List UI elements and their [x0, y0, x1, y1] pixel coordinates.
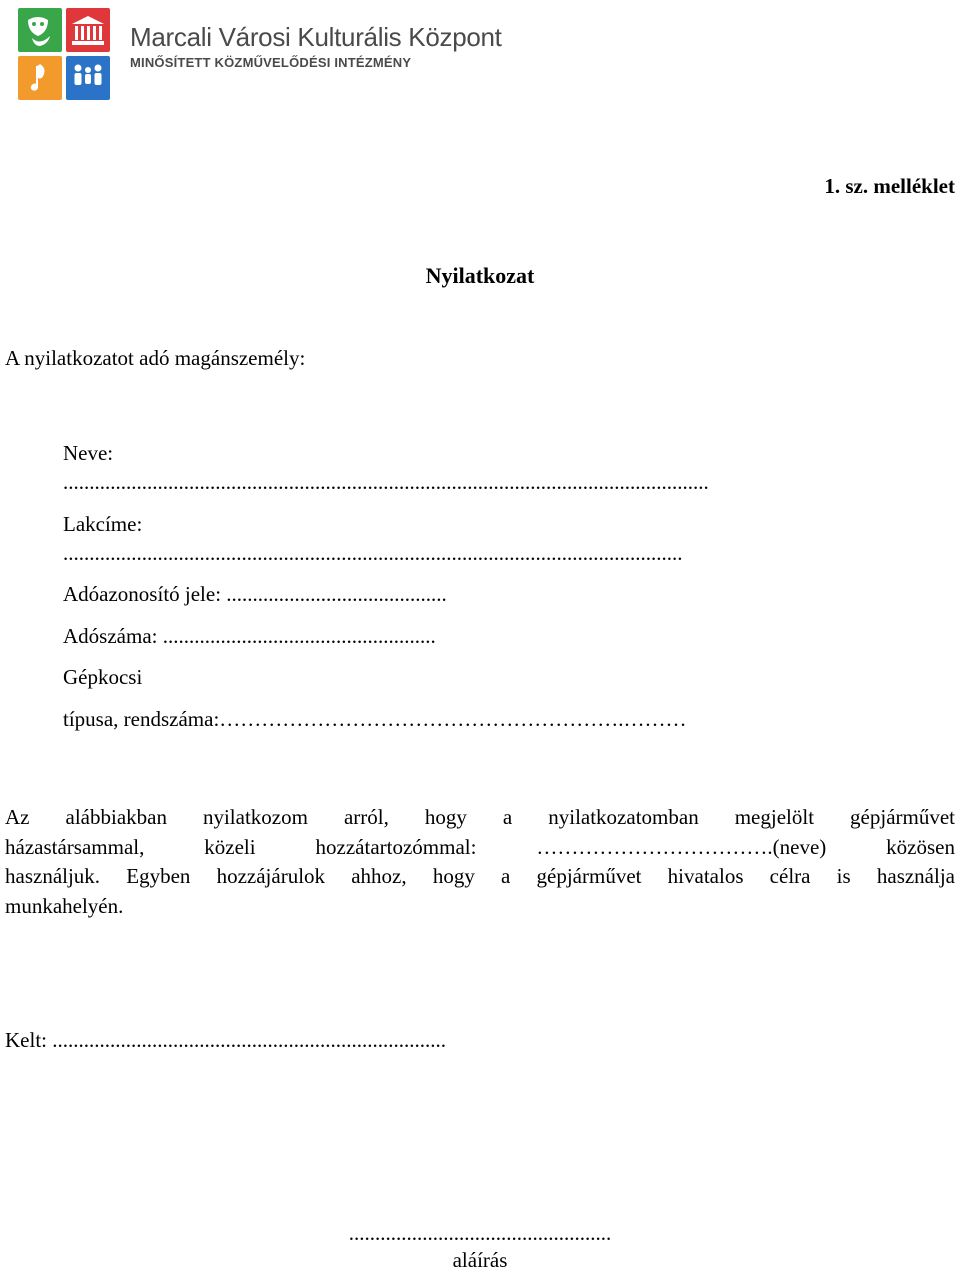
document-title: Nyilatkozat: [425, 263, 535, 288]
statement-line: használjuk. Egyben hozzájárulok ahhoz, hogy a gépjárművet hivatalos célra is használja: [5, 864, 955, 888]
tax-id-field: Adóazonosító jele: ..........................................: [63, 582, 447, 606]
name-fill-line: ...........................................................................................................................: [63, 470, 709, 494]
statement-paragraph: [5, 803, 955, 921]
statement-line: munkahelyén.: [5, 893, 124, 918]
annex-label: 1. sz. melléklet: [824, 174, 955, 198]
car-label: Gépkocsi: [63, 665, 143, 689]
signature-line: ..................................................: [348, 1221, 612, 1245]
intro-text: A nyilatkozatot adó magánszemély:: [5, 346, 306, 370]
name-label: Neve:: [63, 441, 114, 465]
car-type-field: típusa, rendszáma:………………………………………………….………: [63, 707, 687, 731]
people-icon: [75, 65, 102, 86]
address-label: Lakcíme:: [63, 512, 143, 536]
org-name: Marcali Városi Kulturális Központ: [130, 22, 502, 52]
signature-label: aláírás: [452, 1248, 508, 1272]
org-logo: [18, 8, 110, 100]
statement-line: Az alábbiakban nyilatkozom arról, hogy a nyilatkozatomban megjelölt gépjárművet: [5, 805, 955, 829]
statement-line: házastársammal, közeli hozzátartozómmal: …………………………….(neve) közösen: [5, 834, 955, 859]
address-fill-line: ......................................................................................................................: [63, 541, 683, 565]
date-line: Kelt: ...........................................................................: [5, 1028, 446, 1052]
tax-number-field: Adószáma: ....................................................: [63, 624, 436, 648]
org-subtitle: MINŐSÍTETT KÖZMŰVELŐDÉSI INTÉZMÉNY: [130, 55, 412, 70]
